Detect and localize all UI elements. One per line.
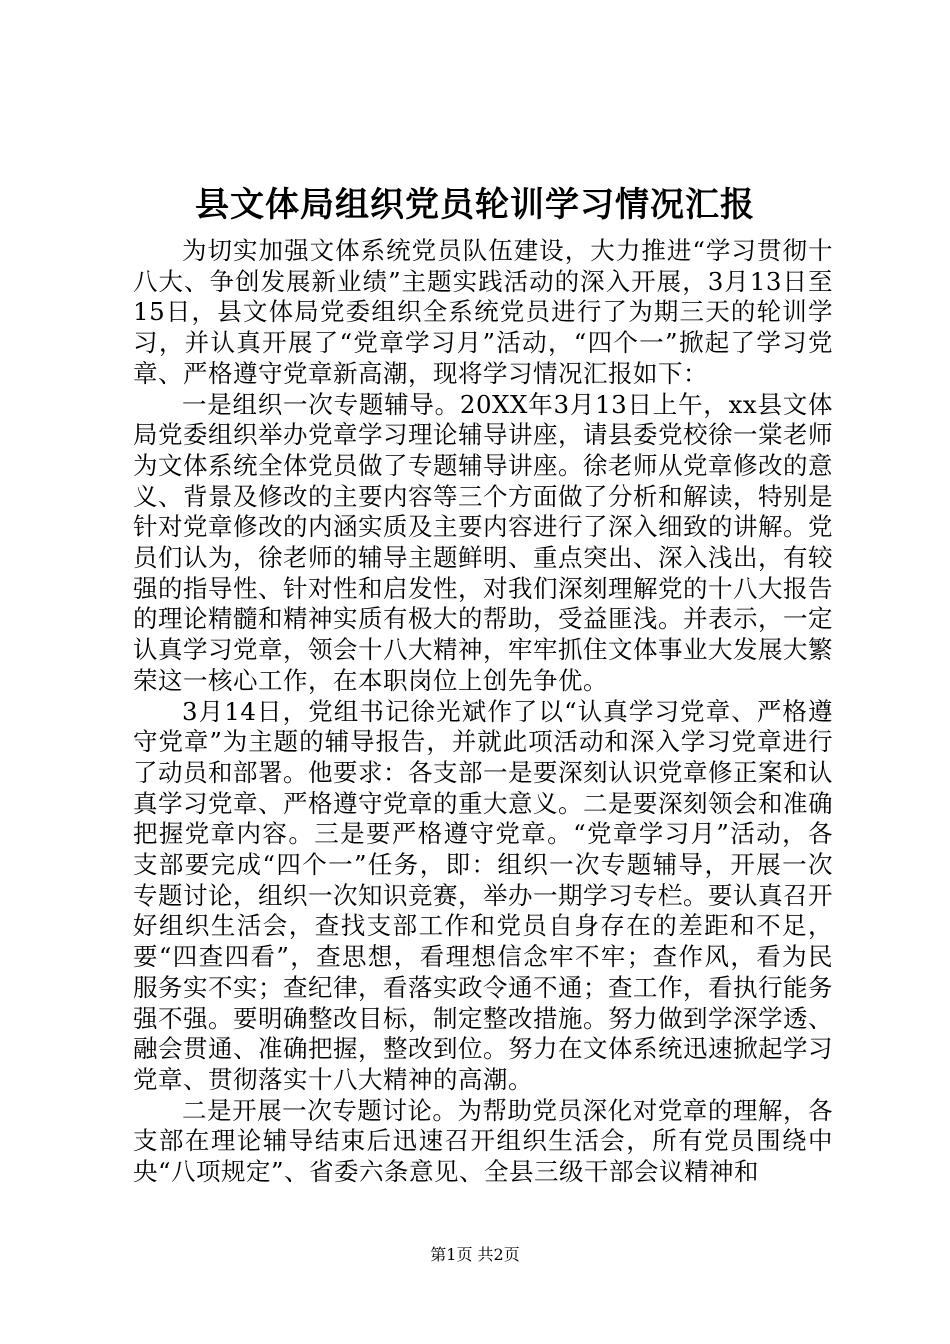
paragraph-special-tutoring: 一是组织一次专题辅导。20XX年3月13日上午，xx县文体局党委组织举办党章学习理论辅导讲座，请县委党校徐一棠老师为文体系统全体党员做了专题辅导讲座。徐老师从党章修改的意义、背景及修改的主要内容等三个方面做了分析和解读，特别是针对党章修改的内涵实质及主要内容进行了深入细致的讲解。党员们认为，徐老师的辅导主题鲜明、重点突出、深入浅出，有较强的指导性、针对性和启发性，对我们深刻理解党的十八大报告的理论精髓和精神实质有极大的帮助，受益匪浅。并表示，一定认真学习党章，领会十八大精神，牢牢抓住文体事业大发展大繁荣这一核心工作，在本职岗位上创先争优。 — [133, 389, 833, 695]
document-body — [133, 236, 833, 1188]
document-title: 县文体局组织党员轮训学习情况汇报 — [195, 185, 755, 225]
paragraph-march-14-report: 3月14日，党组书记徐光斌作了以“认真学习党章、严格遵守党章”为主题的辅导报告，并就此项活动和深入学习党章进行了动员和部署。他要求：各支部一是要深刻认识党章修正案和认真学习党章、严格遵守党章的重大意义。二是要深刻领会和准确把握党章内容。三是要严格遵守党章。“党章学习月”活动，各支部要完成“四个一”任务，即：组织一次专题辅导，开展一次专题讨论，组织一次知识竞赛，举办一期学习专栏。要认真召开好组织生活会，查找支部工作和党员自身存在的差距和不足，要“四查四看”，查思想，看理想信念牢不牢；查作风，看为民服务实不实；查纪律，看落实政令通不通；查工作，看执行能务强不强。要明确整改目标，制定整改措施。努力做到学深学透、融会贯通、准确把握，整改到位。努力在文体系统迅速掀起学习党章、贯彻落实十八大精神的高潮。 — [133, 696, 833, 1094]
page-number-footer: 第1页 共2页 — [430, 1245, 520, 1264]
paragraph-intro: 为切实加强文体系统党员队伍建设，大力推进“学习贯彻十八大、争创发展新业绩”主题实践活动的深入开展，3月13日至15日，县文体局党委组织全系统党员进行了为期三天的轮训学习，并认真开展了“党章学习月”活动，“四个一”掀起了学习党章、严格遵守党章新高潮，现将学习情况汇报如下： — [133, 236, 833, 388]
paragraph-special-discussion: 二是开展一次专题讨论。为帮助党员深化对党章的理解，各支部在理论辅导结束后迅速召开组织生活会，所有党员围绕中央“八项规定”、省委六条意见、全县三级干部会议精神和 — [133, 1095, 833, 1187]
